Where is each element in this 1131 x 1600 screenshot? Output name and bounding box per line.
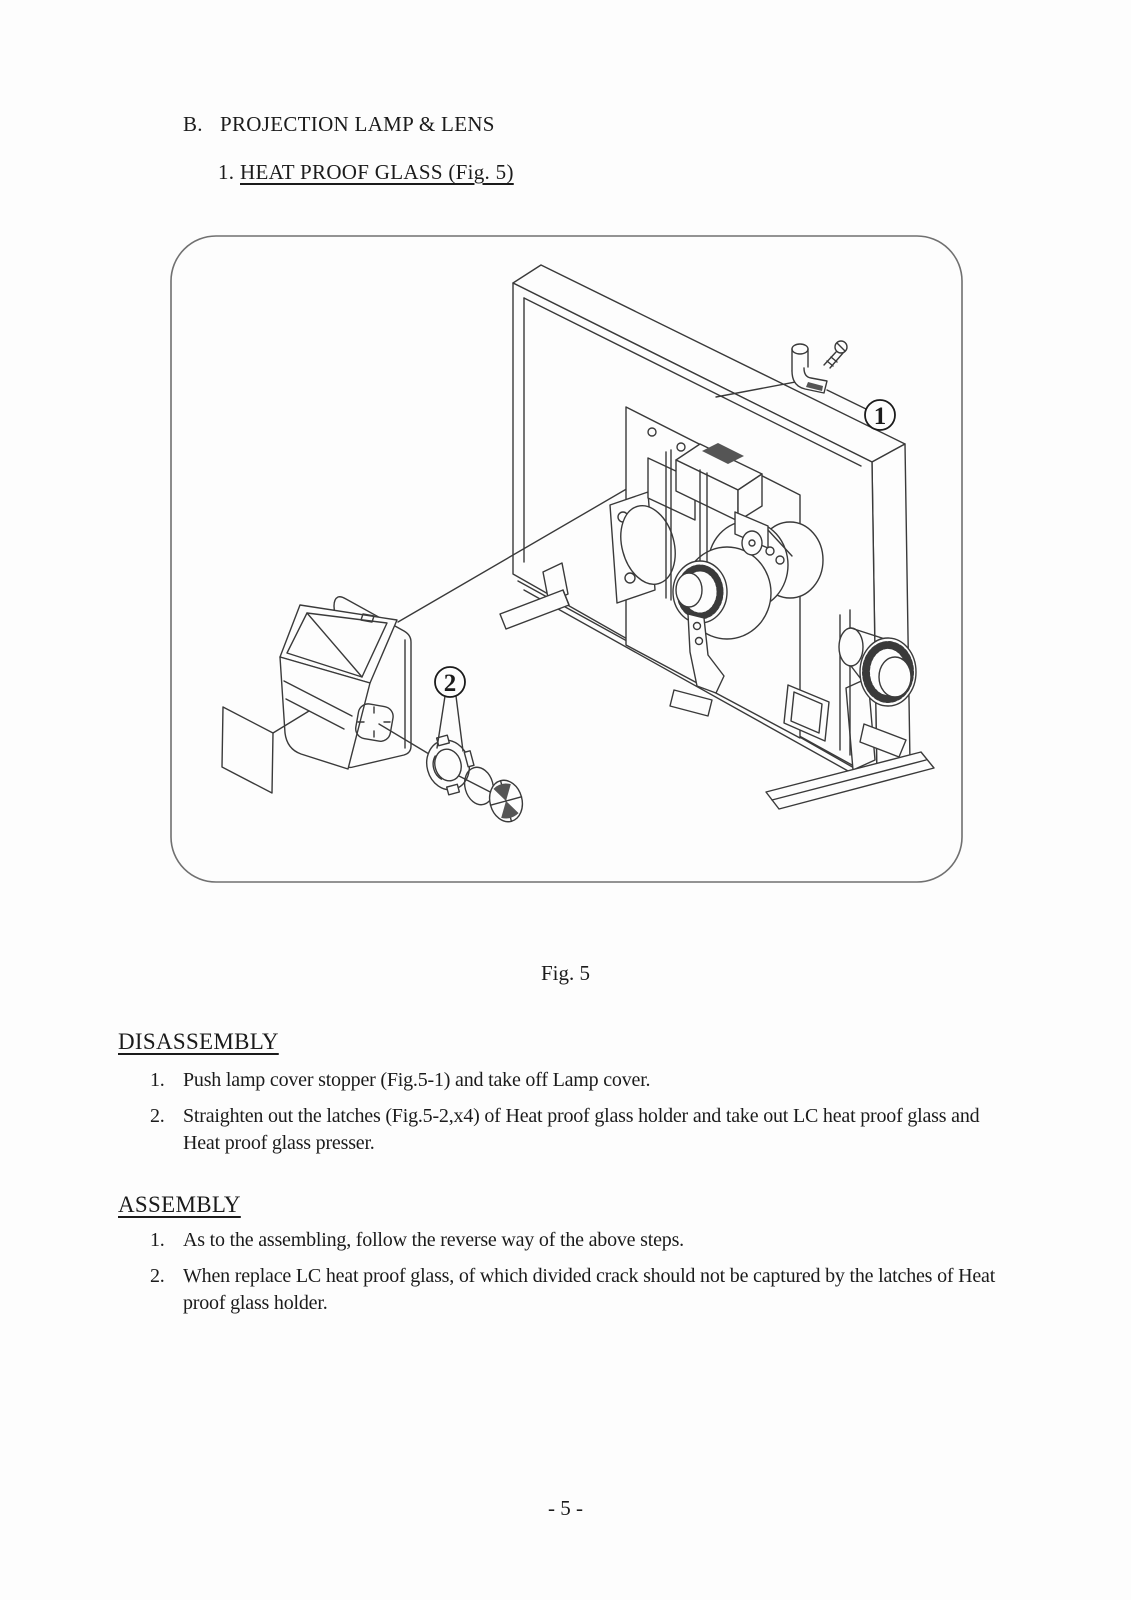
section-heading (183, 112, 495, 137)
callout-1-leader (827, 390, 866, 409)
disassembly-heading: DISASSEMBLY (118, 1029, 279, 1054)
section-title: PROJECTION LAMP & LENS (220, 112, 495, 136)
item-number: 1. (150, 1229, 165, 1251)
list-item (150, 1263, 1016, 1317)
page-number: - 5 - (548, 1496, 583, 1520)
callout-1-number: 1 (873, 403, 887, 430)
list-item (150, 1103, 1016, 1157)
list-item (150, 1067, 1016, 1094)
item-number: 2. (150, 1105, 165, 1127)
glass-presser (485, 777, 527, 826)
callout-2-number: 2 (443, 670, 457, 697)
list-item (150, 1227, 1016, 1254)
subsection-heading (218, 160, 514, 185)
item-text: Push lamp cover stopper (Fig.5-1) and take off Lamp cover. (183, 1069, 651, 1091)
assembly-heading: ASSEMBLY (118, 1192, 241, 1217)
figure-caption: Fig. 5 (540, 961, 590, 985)
subsection-title: HEAT PROOF GLASS (Fig. 5) (240, 160, 514, 184)
item-number: 2. (150, 1265, 165, 1287)
disassembly-list (150, 1067, 1016, 1166)
lamp-cover (280, 597, 434, 769)
subsection-number: 1. (218, 160, 235, 184)
assembly-list (150, 1227, 1016, 1326)
item-number: 1. (150, 1069, 165, 1091)
heat-proof-glass-holder (420, 731, 479, 799)
section-letter: B. (183, 112, 203, 136)
item-text: Straighten out the latches (Fig.5-2,x4) of Heat proof glass holder and take out LC heat proof glass and Heat proof glass presser. (183, 1105, 980, 1154)
figure-5-drawing (150, 225, 975, 895)
callout-2-leader (456, 696, 463, 751)
screw (824, 341, 847, 368)
glass-holder-parts (420, 731, 527, 826)
item-text: When replace LC heat proof glass, of which divided crack should not be captured by the latches of Heat proof glass holder. (183, 1265, 996, 1314)
item-text: As to the assembling, follow the reverse way of the above steps. (183, 1229, 684, 1251)
